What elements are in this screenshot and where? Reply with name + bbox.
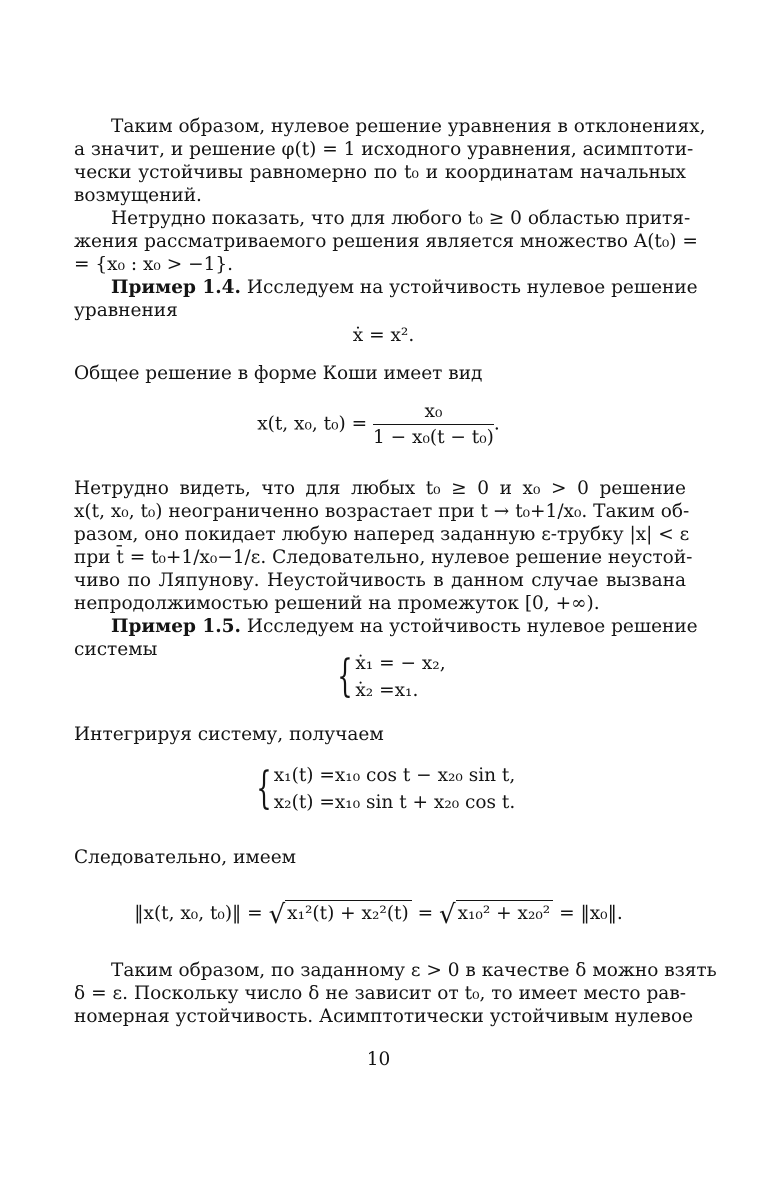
system-line: x₂(t) =x₁₀ sin t + x₂₀ cos t.	[273, 792, 516, 813]
text-line: чиво по Ляпунову. Неустойчивость в данном случае вызвана	[74, 570, 686, 591]
system-2-lines	[274, 762, 516, 816]
text-line: Следовательно, имеем	[74, 847, 297, 868]
text-line: при t̄ = t₀+1/x₀−1/ε. Следовательно, нулевое решение неустой-	[74, 547, 693, 568]
text-line: разом, оно покидает любую наперед заданную ε-трубку |x| < ε	[74, 524, 690, 545]
text-line: Нетрудно видеть, что для любых t₀ ≥ 0 и x₀ > 0 решение	[74, 478, 686, 499]
sqrt-content: x₁²(t) + x₂²(t)	[285, 900, 412, 924]
page-number: 10	[366, 1049, 391, 1070]
example-1-4-line	[111, 276, 698, 299]
system-2	[4, 762, 757, 816]
sqrt-symbol: √	[268, 900, 286, 930]
norm-lhs: ‖x(t, x₀, t₀)‖ =	[134, 903, 263, 924]
text-line: а значит, и решение φ(t) = 1 исходного уравнения, асимптоти-	[74, 139, 694, 160]
system-line: ẋ₁ = − x₂,	[355, 653, 446, 674]
text-line: x(t, x₀, t₀) неограниченно возрастает при t → t₀+1/x₀. Таким об-	[74, 501, 690, 522]
fraction-denominator: 1 − x₀(t − t₀)	[373, 427, 494, 448]
system-line: ẋ₂ =x₁.	[355, 680, 419, 701]
equation-2-tail: .	[493, 413, 500, 435]
example-1-5-line	[111, 615, 698, 638]
equation-3	[0, 900, 757, 930]
equation-2-lhs: x(t, x₀, t₀) =	[257, 413, 368, 435]
text-line: Нетрудно показать, что для любого t₀ ≥ 0 областью притя-	[111, 208, 691, 229]
equation-2	[0, 401, 757, 448]
text-span: Исследуем на устойчивость нулевое решение	[246, 616, 698, 637]
text-line: чески устойчивы равномерно по t₀ и координатам начальных	[74, 162, 686, 183]
system-line: x₁(t) =x₁₀ cos t − x₂₀ sin t,	[273, 765, 516, 786]
text-line: δ = ε. Поскольку число δ не зависит от t₀, то имеет место рав-	[74, 983, 686, 1004]
text-line: = {x₀ : x₀ > −1}.	[74, 254, 234, 275]
norm-rhs: = ‖x₀‖.	[559, 903, 623, 924]
sqrt-content: x₁₀² + x₂₀²	[456, 900, 554, 924]
text-span: Исследуем на устойчивость нулевое решение	[246, 277, 698, 298]
equation-1: ẋ = x².	[352, 325, 415, 346]
equals-sign: =	[417, 903, 434, 924]
brace-symbol: {	[256, 763, 272, 814]
text-line: Общее решение в форме Коши имеет вид	[74, 363, 483, 384]
text-line: Интегрируя систему, получаем	[74, 724, 384, 745]
system-1-lines	[355, 650, 445, 704]
text-line: жения рассматриваемого решения является множество A(t₀) =	[74, 231, 698, 252]
brace-symbol: {	[337, 651, 354, 702]
sqrt-symbol: √	[439, 900, 456, 930]
text-line: уравнения	[74, 300, 178, 321]
text-line: системы	[74, 639, 158, 660]
text-line: номерная устойчивость. Асимптотически устойчивым нулевое	[74, 1006, 694, 1027]
fraction	[373, 401, 494, 448]
text-line: Таким образом, нулевое решение уравнения в отклонениях,	[111, 116, 706, 137]
example-1-4-title: Пример 1.4.	[111, 277, 241, 298]
text-line: непродолжимостью решений на промежуток [0, +∞).	[74, 593, 600, 614]
system-1	[10, 650, 757, 704]
text-line: Таким образом, по заданному ε > 0 в качестве δ можно взять	[111, 960, 717, 981]
text-line: возмущений.	[74, 185, 202, 206]
example-1-5-title: Пример 1.5.	[111, 616, 241, 637]
fraction-numerator: x₀	[373, 401, 494, 425]
